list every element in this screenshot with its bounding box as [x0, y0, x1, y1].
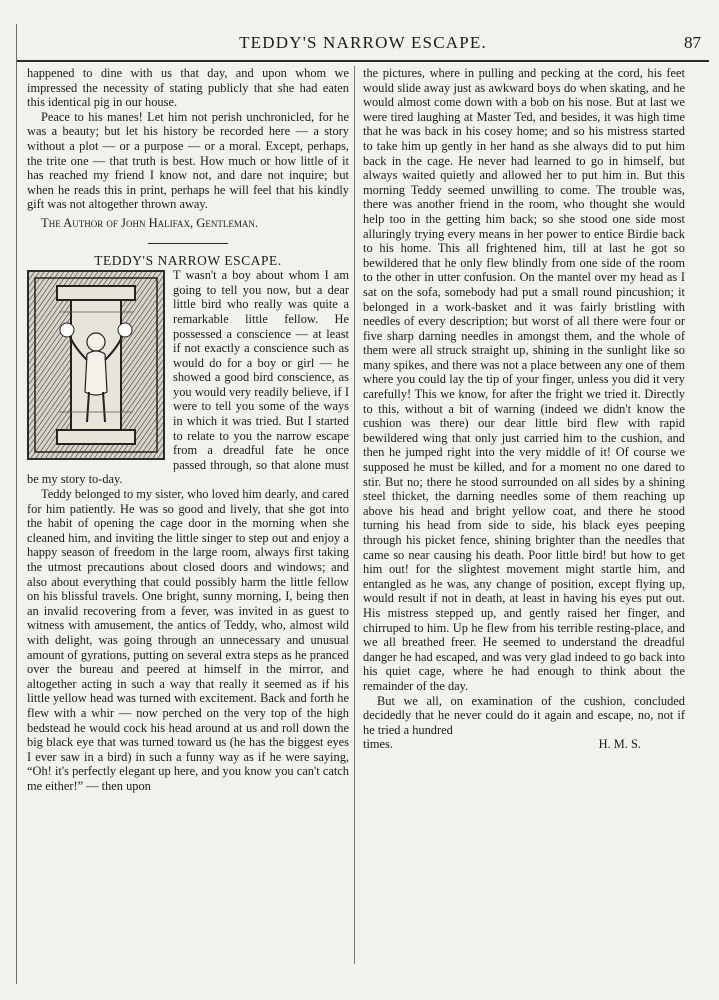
story-ending-line [363, 737, 685, 752]
author-initials: H. M. S. [598, 737, 641, 752]
story-title: TEDDY'S NARROW ESCAPE. [94, 252, 282, 268]
magazine-page [16, 24, 709, 984]
left-column [27, 66, 349, 794]
story-opening [27, 268, 349, 793]
story-paragraph-continued: the pictures, where in pulling and pecking at the cord, his feet would slide away just as awkward boys do when skating, and he would almost come down with a bob on his nose. But at last we were tired laughing at Master Ted, and besides, it was high time that he was back in his cosey home; and so his mistress started to take him up gently in her hand as she always did to put him back in the cage. He never had learned to go in himself, but always waited quietly and allowed her to put him in. But this morning Teddy seemed unwilling to come. The trouble was, there was another friend in the room, who thought she would help too in the getting him back; so she stood one side most alluringly trying every means in her power to entice Birdie back to his home. This all frightened him, till at last he got so bewildered that he only flew blindly from one side of the room to the other in utter confusion. On the mantel over my head as I sat on the sofa, somebody had put a small round pincushion; it belonged in a work-basket and it was fairly bristling with needles of every description; but worst of all there were four or five sharp darning needles in amongst them, and the whole of them were all struck straight up, shining in the sunlight like so many spikes, and there was not a place between any one of them where you could lay the tip of your finger, unless you did it very carefully! This we know, for after the fright we tried it. Directly to this, without a bit of warning (indeed we didn't know the cushion was there) our dear little bird flew with rapid bewildered wing that only just carried him to the cushion, and then he jumped right into the very middle of it! Of course we supposed he must be killed, and for a moment no one dared to stir. But no; there he stood surrounded on all sides by a shining steel thicket, the darning needles some of them reaching up above his head and bright yellow coat, and there he stood turning his head from side to side, his black eyes peeping through his picket fence, shining brighter than the needles that came so near causing his death. Poor little bird! but how to get him out! for the slightest movement might startle him, and entangled as he was, any change of position, except flying up, would result if not in death, at least in having his eyes put out. His mistress stepped up, and gently raised her finger, and chirruped to him. Up he flew from his terrible resting-place, and we all breathed freer. He seemed to understand the dreadful danger he had escaped, and was very glad indeed to go back into his quiet cage, where he had enough to think about the remainder of the day. [363, 66, 685, 693]
drop-cap-letter-i-illustration-icon [27, 270, 165, 460]
section-divider [148, 243, 228, 244]
page-header [17, 24, 709, 62]
story-paragraph-2: Teddy belonged to my sister, who loved him dearly, and cared for him patiently. He was so good and lively, that she got into the habit of opening the cage door in the morning when she cleaned him, and inviting the little singer to step out and enjoy a happy season of freedom in the large room, always first taking the utmost precautions about closed doors and windows; and also about everything that could possibly harm the little fellow on his blissful travels. One bright, sunny morning, I, being then an invalid recovering from a fever, was invited in as guest to witness with amusement, the antics of Teddy, who, almost wild with delight, was going through an unnecessary and unusual amount of gyrations, putting on several extra steps as he pranced over the bureau and peered at himself in the mirror, and altogether acting in such a way that really it seemed as if his little yellow head was turned with excitement. Back and forth he flew with a whir — now perched on the very top of the high bedstead he would cock his head around at us and roll down the big black eye that was turned toward us (he has the biggest eyes I ever saw in a bird) in such a funny way as if he were saying, “Oh! it's perfectly elegant up here, and you know you can't catch me either!” — then upon [27, 487, 349, 793]
intro-paragraph-1: happened to dine with us that day, and upon whom we impressed the necessity of stating publicly that she had eaten this identical pig in our house. [27, 66, 349, 110]
author-signature: The Author of John Halifax, Gentleman. [41, 215, 259, 230]
story-closing-paragraph: But we all, on examination of the cushion, concluded decidedly that he never could do it again and escape, no, not if he tried a hundred [363, 693, 685, 737]
drop-cap-illustration [27, 270, 165, 460]
right-column [363, 66, 685, 752]
intro-paragraph-2: Peace to his manes! Let him not perish unchronicled, for he was a beauty; but let his history be recorded here — a story without a plot — or a purpose — or a moral. Except, perhaps, the trite one — that truth is best. How much or how little of it has reached my friend I know not, and dare not inquire; but when he reads this in print, perhaps he will feel that his kindly gift was not altogether thrown away. [27, 109, 349, 212]
final-word: times. [363, 737, 393, 752]
story-paragraph-1: T wasn't a boy about whom I am going to tell you now, but a dear little bird who really was quite a remarkable little fellow. He possessed a conscience — at least if not exactly a conscience such as would do for a boy or girl — he showed a good bird conscience, as you would very readily believe, if I were to tell you some of the ways in which it was tried. But I started to relate to you the narrow escape from a dreadful fate he once passed through, so that alone must be my story to-day. [27, 268, 349, 487]
page-number: 87 [684, 33, 701, 52]
running-title: TEDDY'S NARROW ESCAPE. [239, 33, 487, 52]
column-rule [354, 66, 355, 964]
